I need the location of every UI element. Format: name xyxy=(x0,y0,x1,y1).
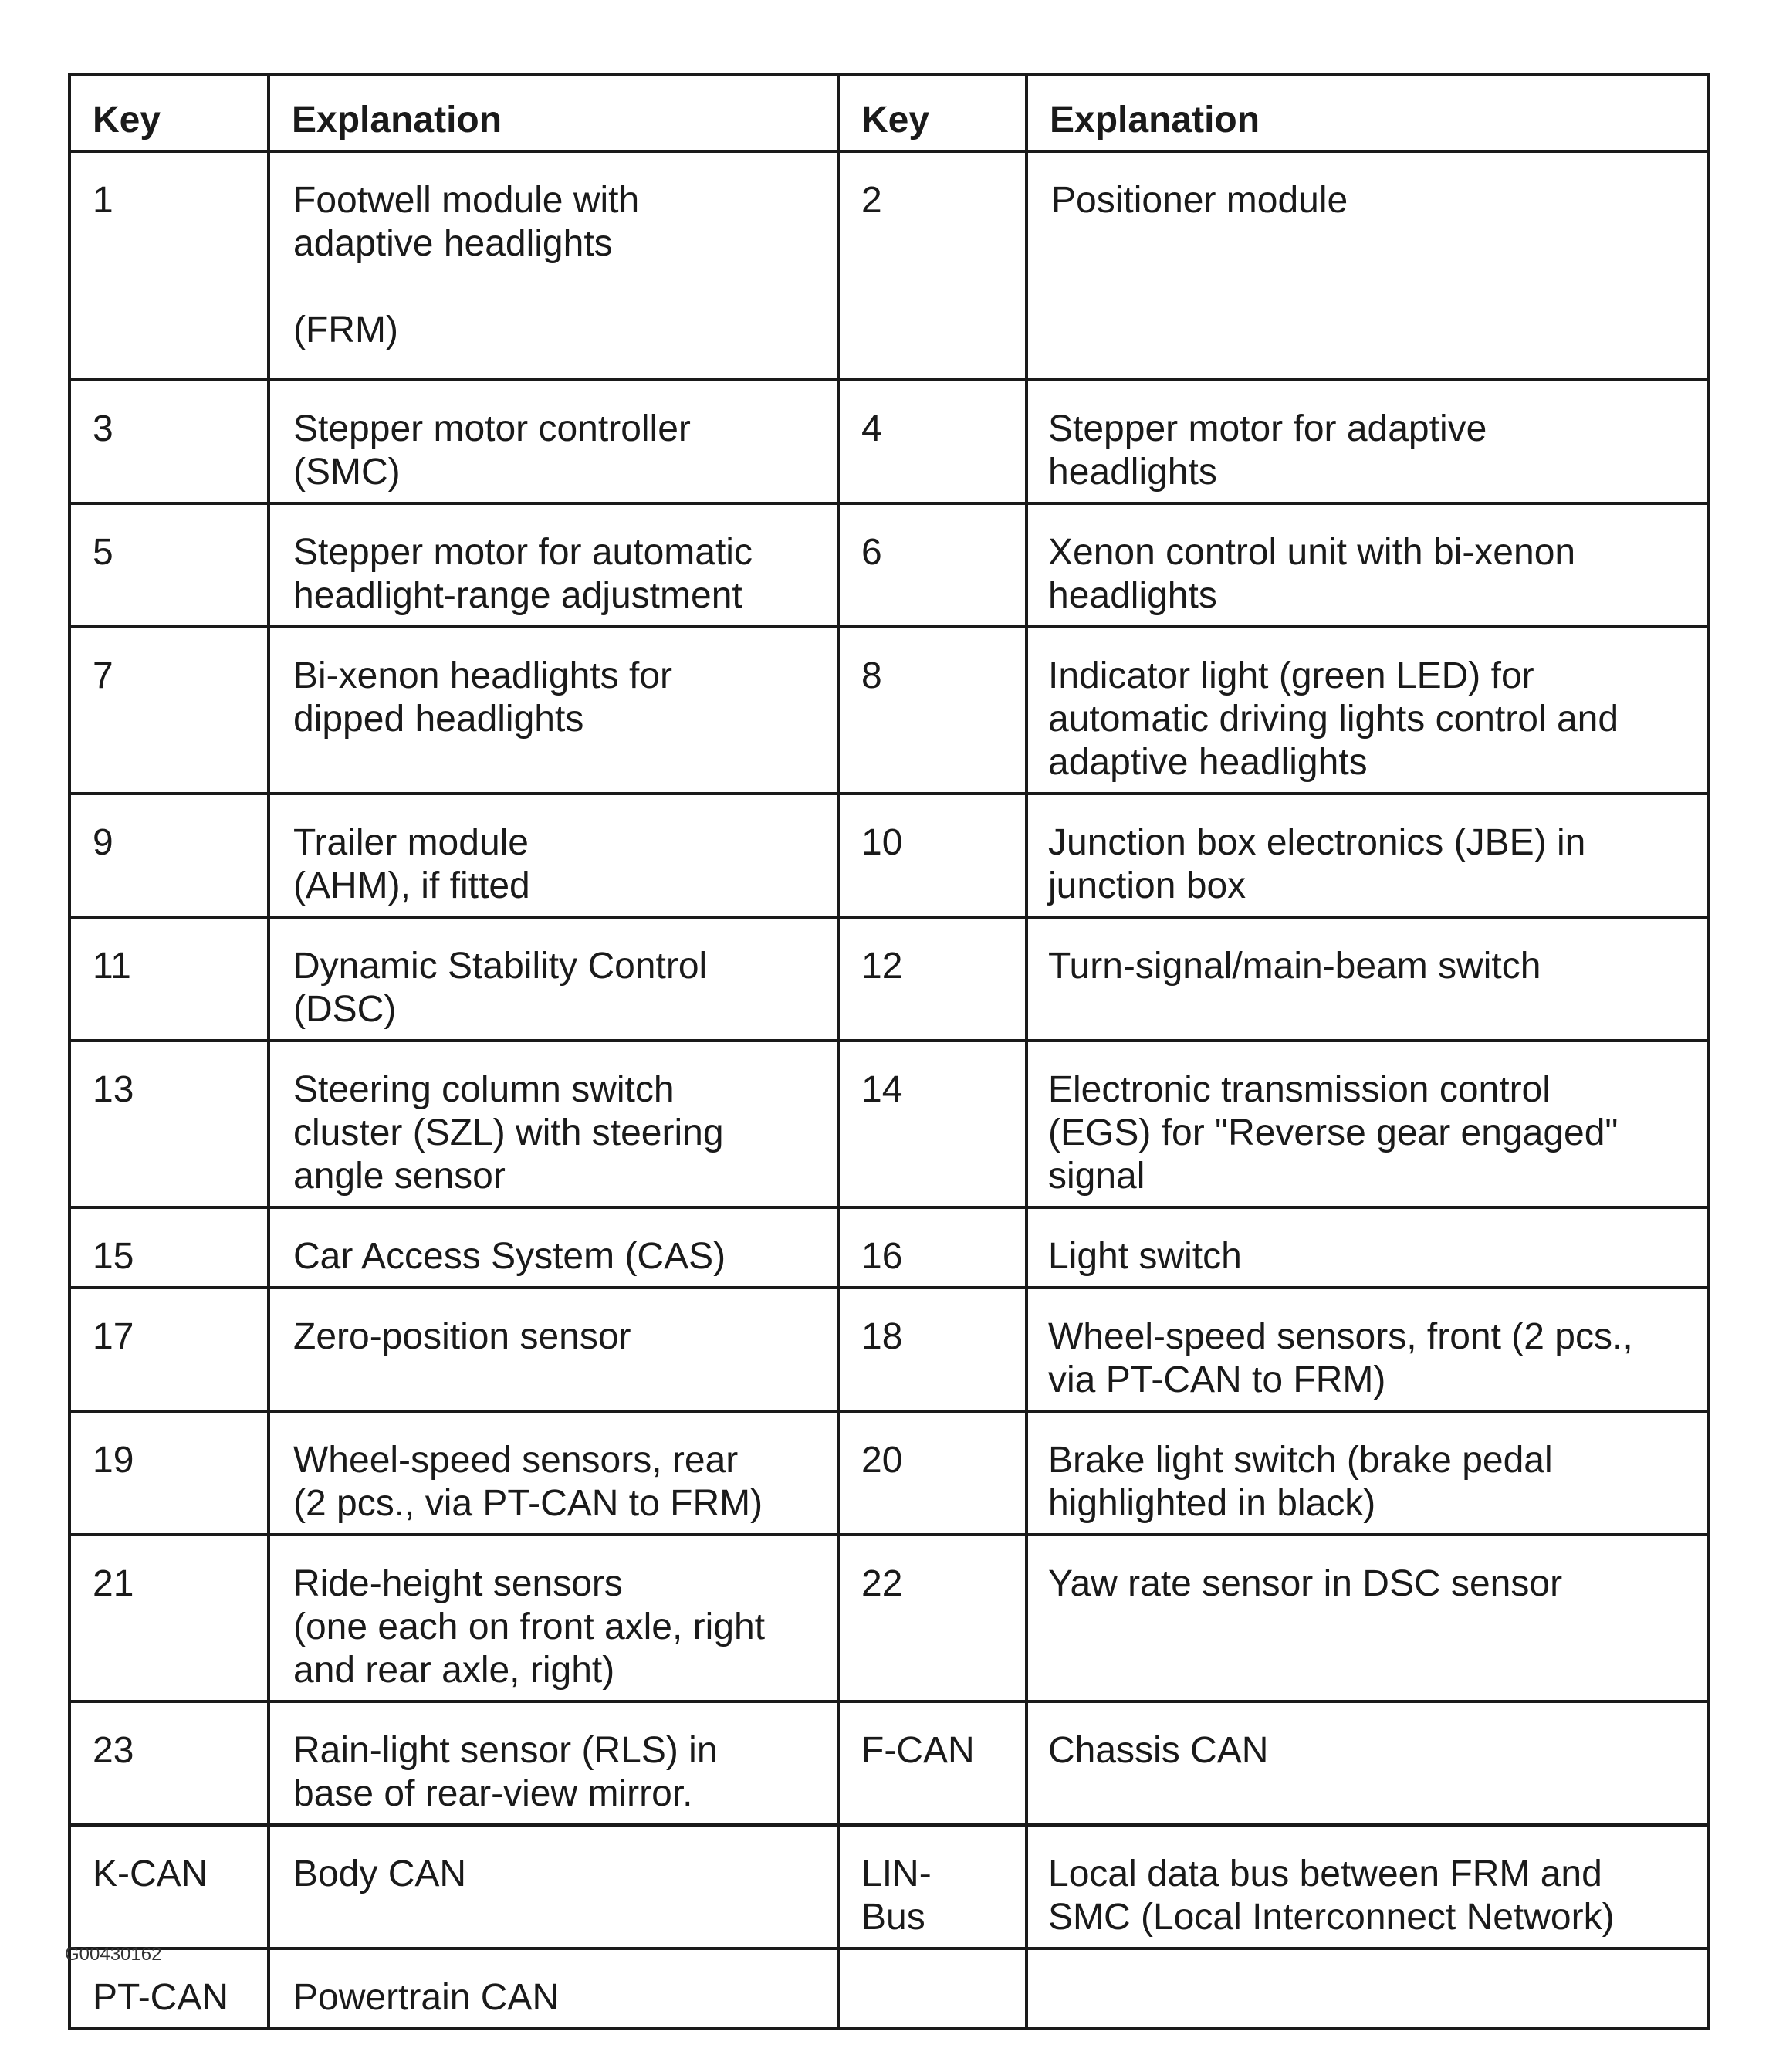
key-cell: 4 xyxy=(838,380,1027,503)
table-row xyxy=(69,1411,1709,1535)
explanation-cell: Trailer module (AHM), if fitted xyxy=(269,794,838,917)
header-explanation-2: Explanation xyxy=(1027,74,1709,151)
key-cell: 7 xyxy=(69,627,269,794)
key-cell: F-CAN xyxy=(838,1701,1027,1825)
figure-id-label: G00430162 xyxy=(65,1944,162,1965)
key-cell: 9 xyxy=(69,794,269,917)
explanation-cell: Body CAN xyxy=(269,1825,838,1948)
explanation-cell: Rain-light sensor (RLS) in base of rear-view mirror. xyxy=(269,1701,838,1825)
header-explanation-1: Explanation xyxy=(269,74,838,151)
table-row xyxy=(69,627,1709,794)
header-row xyxy=(69,74,1709,151)
key-cell: K-CAN xyxy=(69,1825,269,1948)
key-cell: 19 xyxy=(69,1411,269,1535)
key-table xyxy=(68,73,1710,2030)
table-row xyxy=(69,1825,1709,1948)
key-cell: 3 xyxy=(69,380,269,503)
explanation-cell: Electronic transmission control (EGS) for "Reverse gear engaged" signal xyxy=(1027,1041,1709,1207)
explanation-cell: Turn-signal/main-beam switch xyxy=(1027,917,1709,1041)
key-cell: 20 xyxy=(838,1411,1027,1535)
header-key-1: Key xyxy=(69,74,269,151)
key-cell: 15 xyxy=(69,1207,269,1288)
table-row xyxy=(69,1207,1709,1288)
key-cell xyxy=(838,1948,1027,2029)
table-row xyxy=(69,917,1709,1041)
explanation-cell: Indicator light (green LED) for automatic driving lights control and adaptive headlights xyxy=(1027,627,1709,794)
key-cell: 5 xyxy=(69,503,269,627)
key-cell: LIN- Bus xyxy=(838,1825,1027,1948)
key-cell: 6 xyxy=(838,503,1027,627)
table-row xyxy=(69,1948,1709,2029)
key-cell: 8 xyxy=(838,627,1027,794)
key-cell: 23 xyxy=(69,1701,269,1825)
explanation-cell: Junction box electronics (JBE) in junction box xyxy=(1027,794,1709,917)
explanation-cell: Stepper motor for automatic headlight-range adjustment xyxy=(269,503,838,627)
table-row xyxy=(69,794,1709,917)
explanation-cell: Ride-height sensors (one each on front axle, right and rear axle, right) xyxy=(269,1535,838,1701)
explanation-cell: Chassis CAN xyxy=(1027,1701,1709,1825)
table-row xyxy=(69,380,1709,503)
key-cell: 10 xyxy=(838,794,1027,917)
key-cell: 12 xyxy=(838,917,1027,1041)
explanation-cell: Steering column switch cluster (SZL) with steering angle sensor xyxy=(269,1041,838,1207)
header-key-2: Key xyxy=(838,74,1027,151)
key-cell: PT-CAN xyxy=(69,1948,269,2029)
key-cell: 13 xyxy=(69,1041,269,1207)
explanation-cell: Powertrain CAN xyxy=(269,1948,838,2029)
table-row xyxy=(69,1701,1709,1825)
explanation-cell: Dynamic Stability Control (DSC) xyxy=(269,917,838,1041)
explanation-cell: Zero-position sensor xyxy=(269,1288,838,1411)
key-cell: 1 xyxy=(69,151,269,380)
key-cell: 21 xyxy=(69,1535,269,1701)
key-cell: 14 xyxy=(838,1041,1027,1207)
key-cell: 11 xyxy=(69,917,269,1041)
key-cell: 17 xyxy=(69,1288,269,1411)
explanation-cell: Wheel-speed sensors, rear (2 pcs., via PT-CAN to FRM) xyxy=(269,1411,838,1535)
explanation-cell: Car Access System (CAS) xyxy=(269,1207,838,1288)
explanation-cell: Wheel-speed sensors, front (2 pcs., via PT-CAN to FRM) xyxy=(1027,1288,1709,1411)
table-row xyxy=(69,1535,1709,1701)
explanation-cell: Stepper motor for adaptive headlights xyxy=(1027,380,1709,503)
explanation-cell: Yaw rate sensor in DSC sensor xyxy=(1027,1535,1709,1701)
table-row xyxy=(69,503,1709,627)
explanation-cell: Stepper motor controller (SMC) xyxy=(269,380,838,503)
table-row xyxy=(69,1288,1709,1411)
explanation-cell xyxy=(1027,1948,1709,2029)
key-cell: 16 xyxy=(838,1207,1027,1288)
key-cell: 18 xyxy=(838,1288,1027,1411)
explanation-cell: Xenon control unit with bi-xenon headlights xyxy=(1027,503,1709,627)
key-cell: 22 xyxy=(838,1535,1027,1701)
explanation-cell: Light switch xyxy=(1027,1207,1709,1288)
table-row xyxy=(69,151,1709,380)
table-row xyxy=(69,1041,1709,1207)
explanation-cell: Positioner module xyxy=(1027,151,1709,380)
explanation-cell: Brake light switch (brake pedal highlighted in black) xyxy=(1027,1411,1709,1535)
key-cell: 2 xyxy=(838,151,1027,380)
explanation-cell: Local data bus between FRM and SMC (Local Interconnect Network) xyxy=(1027,1825,1709,1948)
explanation-cell: Bi-xenon headlights for dipped headlights xyxy=(269,627,838,794)
explanation-cell: Footwell module with adaptive headlights (FRM) xyxy=(269,151,838,380)
